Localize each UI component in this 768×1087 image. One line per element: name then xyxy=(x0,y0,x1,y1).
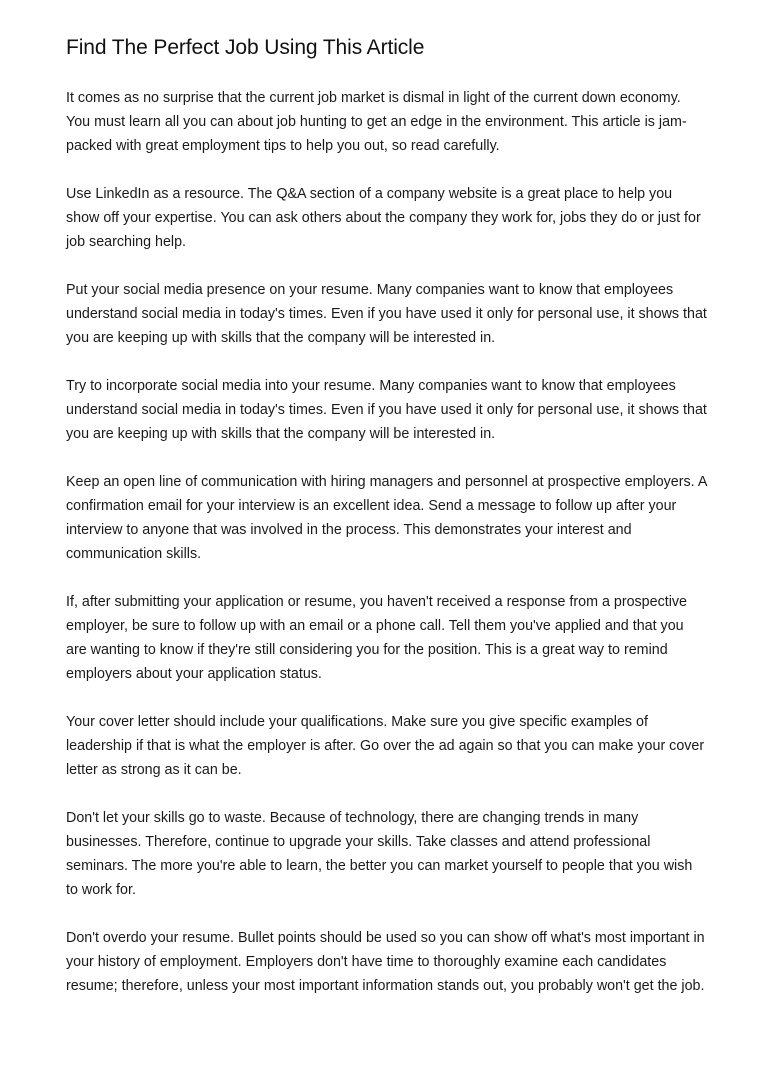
paragraph-resume: Don't overdo your resume. Bullet points should be used so you can show off what's most important in your history of employment. Employers don't have time to thoroughly examine each candidates resume; therefore, unless your most important information stands out, you probably won't get the job. xyxy=(66,930,705,994)
paragraph-communication: Keep an open line of communication with hiring managers and personnel at prospective employers. A confirmation email for your interview is an excellent idea. Send a message to follow up after your interview to anyone that was involved in the process. This demonstrates your interest and communication skills. xyxy=(66,474,707,562)
page-title: Find The Perfect Job Using This Article xyxy=(66,36,425,59)
paragraph-cover-letter: Your cover letter should include your qualifications. Make sure you give specific examples of leadership if that is what the employer is after. Go over the ad again so that you can make your cover letter as strong as it can be. xyxy=(66,714,705,778)
paragraph-intro: It comes as no surprise that the current job market is dismal in light of the current down economy. You must learn all you can about job hunting to get an edge in the environment. This article is jam-packed with great employment tips to help you out, so read carefully. xyxy=(66,90,687,154)
paragraph-follow-up: If, after submitting your application or resume, you haven't received a response from a prospective employer, be sure to follow up with an email or a phone call. Tell them you've applied and that you are wanting to know if they're still considering you for the position. This is a great way to remind employers about your application status. xyxy=(66,594,687,682)
article-body xyxy=(66,86,708,998)
paragraph-social-media-presence: Put your social media presence on your resume. Many companies want to know that employees understand social media in today's times. Even if you have used it only for personal use, it shows that you are keeping up with skills that the company will be interested in. xyxy=(66,282,707,346)
paragraph-social-media-resume: Try to incorporate social media into your resume. Many companies want to know that employees understand social media in today's times. Even if you have used it only for personal use, it shows that you are keeping up with skills that the company will be interested in. xyxy=(66,378,707,442)
paragraph-linkedin: Use LinkedIn as a resource. The Q&A section of a company website is a great place to help you show off your expertise. You can ask others about the company they work for, jobs they do or just for job searching help. xyxy=(66,186,701,250)
paragraph-skills: Don't let your skills go to waste. Because of technology, there are changing trends in many businesses. Therefore, continue to upgrade your skills. Take classes and attend professional seminars. The more you're able to learn, the better you can market yourself to people that you wish to work for. xyxy=(66,810,693,898)
